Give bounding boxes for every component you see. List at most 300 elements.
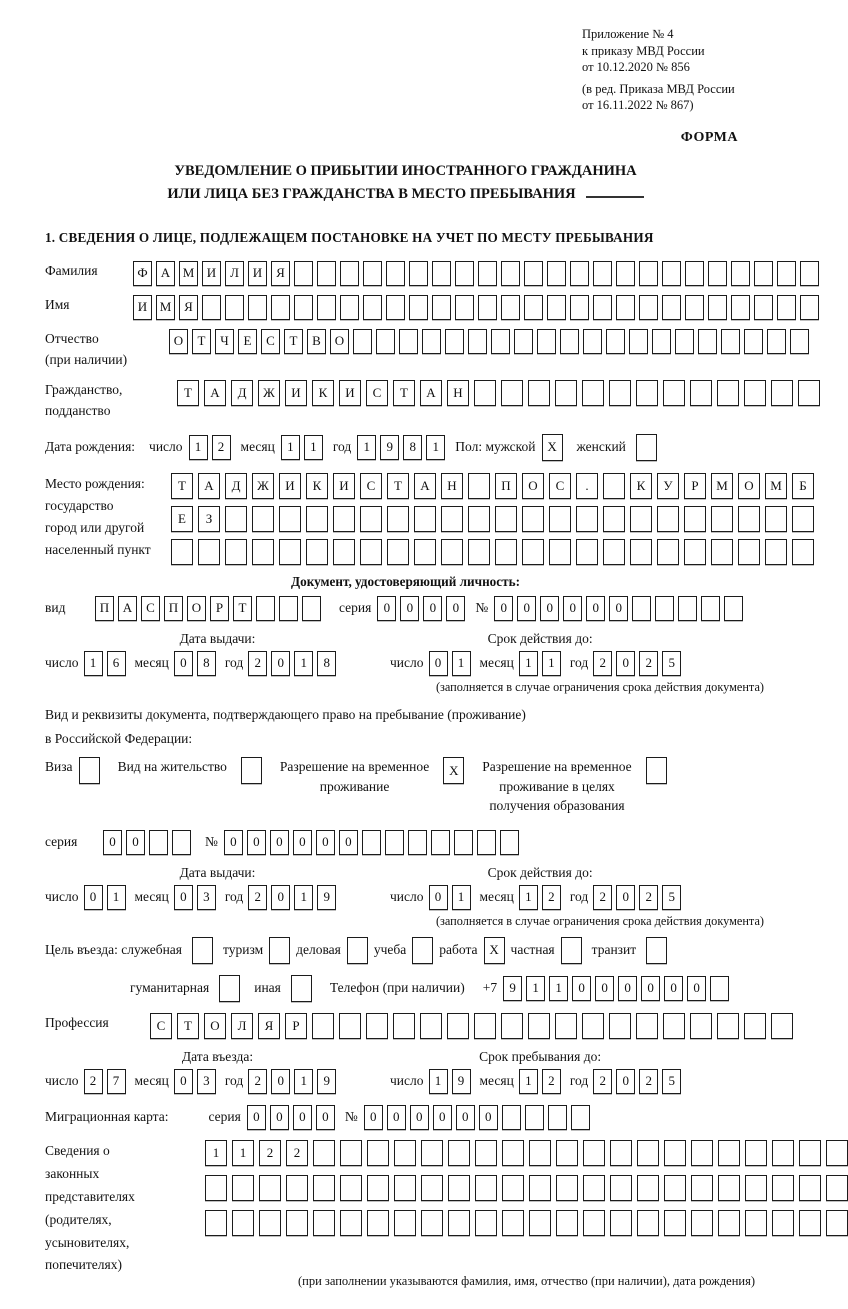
char-cell[interactable]: Я [271, 261, 290, 286]
char-cell[interactable] [724, 596, 743, 621]
char-cell[interactable] [663, 380, 685, 406]
char-cell[interactable] [421, 1140, 443, 1166]
char-cell[interactable] [524, 295, 543, 320]
char-cell[interactable]: 2 [593, 651, 612, 676]
char-cell[interactable] [501, 295, 520, 320]
char-cell[interactable]: Ж [258, 380, 280, 406]
char-cell[interactable]: 8 [317, 651, 336, 676]
char-cell[interactable]: 7 [107, 1069, 126, 1094]
char-cell[interactable] [454, 830, 473, 855]
char-cell[interactable]: Т [233, 596, 252, 621]
char-cell[interactable] [394, 1210, 416, 1236]
char-cell[interactable]: 1 [519, 1069, 538, 1094]
char-cell[interactable] [279, 539, 301, 565]
char-cell[interactable] [225, 295, 244, 320]
char-cell[interactable] [259, 1175, 281, 1201]
char-cell[interactable]: Е [171, 506, 193, 532]
char-cell[interactable] [685, 295, 704, 320]
char-cell[interactable]: 2 [639, 1069, 658, 1094]
char-cell[interactable] [468, 506, 490, 532]
char-cell[interactable] [501, 380, 523, 406]
char-cell[interactable] [717, 1013, 739, 1039]
char-cell[interactable] [616, 295, 635, 320]
char-cell[interactable] [777, 261, 796, 286]
char-cell[interactable] [376, 329, 395, 354]
char-cell[interactable]: 9 [503, 976, 522, 1001]
char-cell[interactable] [772, 1140, 794, 1166]
char-cell[interactable] [313, 1140, 335, 1166]
char-cell[interactable]: Р [285, 1013, 307, 1039]
char-cell[interactable]: 0 [247, 1105, 266, 1130]
char-cell[interactable] [698, 329, 717, 354]
char-cell[interactable] [744, 380, 766, 406]
char-cell[interactable] [171, 539, 193, 565]
char-cell[interactable]: 1 [426, 435, 445, 460]
char-cell[interactable]: Р [684, 473, 706, 499]
char-cell[interactable]: 2 [639, 885, 658, 910]
char-cell[interactable]: 8 [197, 651, 216, 676]
char-cell[interactable]: Р [210, 596, 229, 621]
char-cell[interactable] [474, 380, 496, 406]
char-cell[interactable] [522, 539, 544, 565]
char-cell[interactable] [302, 596, 321, 621]
char-cell[interactable] [655, 596, 674, 621]
char-cell[interactable] [414, 539, 436, 565]
char-cell[interactable]: М [179, 261, 198, 286]
char-cell[interactable] [232, 1210, 254, 1236]
char-cell[interactable]: 0 [174, 1069, 193, 1094]
char-cell[interactable]: 0 [572, 976, 591, 1001]
char-cell[interactable]: М [765, 473, 787, 499]
char-cell[interactable]: 2 [542, 885, 561, 910]
char-cell[interactable] [718, 1210, 740, 1236]
rabota-checkbox[interactable]: X [484, 937, 505, 964]
char-cell[interactable]: 0 [540, 596, 559, 621]
char-cell[interactable]: С [261, 329, 280, 354]
char-cell[interactable] [256, 596, 275, 621]
char-cell[interactable]: 0 [316, 1105, 335, 1130]
char-cell[interactable]: П [164, 596, 183, 621]
char-cell[interactable] [630, 539, 652, 565]
char-cell[interactable] [610, 1175, 632, 1201]
char-cell[interactable] [767, 329, 786, 354]
char-cell[interactable] [549, 506, 571, 532]
char-cell[interactable] [800, 295, 819, 320]
char-cell[interactable]: А [198, 473, 220, 499]
char-cell[interactable] [826, 1175, 848, 1201]
char-cell[interactable]: 1 [452, 885, 471, 910]
char-cell[interactable] [448, 1175, 470, 1201]
char-cell[interactable]: 0 [595, 976, 614, 1001]
char-cell[interactable] [422, 329, 441, 354]
char-cell[interactable]: 5 [662, 651, 681, 676]
char-cell[interactable]: 9 [452, 1069, 471, 1094]
char-cell[interactable] [528, 1013, 550, 1039]
char-cell[interactable] [448, 1210, 470, 1236]
char-cell[interactable] [717, 380, 739, 406]
char-cell[interactable] [745, 1140, 767, 1166]
rvp-checkbox[interactable]: X [443, 757, 464, 784]
char-cell[interactable]: В [307, 329, 326, 354]
char-cell[interactable]: 0 [423, 596, 442, 621]
char-cell[interactable] [616, 261, 635, 286]
char-cell[interactable]: У [657, 473, 679, 499]
char-cell[interactable] [662, 295, 681, 320]
char-cell[interactable] [409, 295, 428, 320]
char-cell[interactable] [744, 1013, 766, 1039]
char-cell[interactable] [475, 1210, 497, 1236]
char-cell[interactable]: Т [192, 329, 211, 354]
char-cell[interactable] [556, 1210, 578, 1236]
char-cell[interactable]: 0 [271, 651, 290, 676]
char-cell[interactable] [691, 1175, 713, 1201]
char-cell[interactable] [394, 1140, 416, 1166]
char-cell[interactable] [339, 1013, 361, 1039]
char-cell[interactable] [718, 1140, 740, 1166]
char-cell[interactable]: А [420, 380, 442, 406]
char-cell[interactable] [294, 261, 313, 286]
sex-female-checkbox[interactable] [636, 434, 657, 461]
char-cell[interactable]: 0 [664, 976, 683, 1001]
char-cell[interactable] [583, 1140, 605, 1166]
char-cell[interactable] [313, 1175, 335, 1201]
char-cell[interactable] [678, 596, 697, 621]
char-cell[interactable] [259, 1210, 281, 1236]
char-cell[interactable] [639, 295, 658, 320]
char-cell[interactable] [421, 1175, 443, 1201]
char-cell[interactable] [363, 261, 382, 286]
char-cell[interactable] [340, 261, 359, 286]
char-cell[interactable] [172, 830, 191, 855]
char-cell[interactable]: 8 [403, 435, 422, 460]
char-cell[interactable]: 2 [248, 651, 267, 676]
char-cell[interactable] [502, 1175, 524, 1201]
char-cell[interactable] [524, 261, 543, 286]
char-cell[interactable]: Н [441, 473, 463, 499]
char-cell[interactable]: 0 [293, 1105, 312, 1130]
char-cell[interactable]: 2 [248, 1069, 267, 1094]
char-cell[interactable] [528, 380, 550, 406]
char-cell[interactable] [603, 539, 625, 565]
char-cell[interactable] [701, 596, 720, 621]
char-cell[interactable]: И [333, 473, 355, 499]
char-cell[interactable]: А [414, 473, 436, 499]
char-cell[interactable] [367, 1175, 389, 1201]
char-cell[interactable] [468, 329, 487, 354]
char-cell[interactable]: 2 [84, 1069, 103, 1094]
char-cell[interactable]: А [118, 596, 137, 621]
char-cell[interactable] [313, 1210, 335, 1236]
char-cell[interactable]: И [285, 380, 307, 406]
char-cell[interactable]: 0 [494, 596, 513, 621]
char-cell[interactable]: 0 [339, 830, 358, 855]
sluzhebnaya-checkbox[interactable] [192, 937, 213, 964]
char-cell[interactable]: 2 [212, 435, 231, 460]
char-cell[interactable] [225, 506, 247, 532]
char-cell[interactable]: 2 [593, 885, 612, 910]
char-cell[interactable] [636, 1013, 658, 1039]
ucheba-checkbox[interactable] [412, 937, 433, 964]
char-cell[interactable] [718, 1175, 740, 1201]
char-cell[interactable] [630, 506, 652, 532]
char-cell[interactable]: 0 [456, 1105, 475, 1130]
char-cell[interactable] [547, 295, 566, 320]
char-cell[interactable]: О [522, 473, 544, 499]
char-cell[interactable]: А [204, 380, 226, 406]
vnzh-checkbox[interactable] [241, 757, 262, 784]
char-cell[interactable] [205, 1175, 227, 1201]
char-cell[interactable]: 2 [593, 1069, 612, 1094]
char-cell[interactable] [432, 261, 451, 286]
char-cell[interactable] [340, 1210, 362, 1236]
char-cell[interactable]: 0 [641, 976, 660, 1001]
char-cell[interactable] [691, 1210, 713, 1236]
char-cell[interactable] [711, 506, 733, 532]
rvp-edu-checkbox[interactable] [646, 757, 667, 784]
char-cell[interactable]: 0 [616, 885, 635, 910]
char-cell[interactable]: 0 [270, 1105, 289, 1130]
char-cell[interactable]: 0 [271, 1069, 290, 1094]
char-cell[interactable] [441, 506, 463, 532]
char-cell[interactable] [711, 539, 733, 565]
turizm-checkbox[interactable] [269, 937, 290, 964]
char-cell[interactable]: 5 [662, 885, 681, 910]
char-cell[interactable] [420, 1013, 442, 1039]
char-cell[interactable] [582, 1013, 604, 1039]
char-cell[interactable] [664, 1140, 686, 1166]
char-cell[interactable] [772, 1175, 794, 1201]
char-cell[interactable]: 0 [563, 596, 582, 621]
char-cell[interactable]: 1 [519, 885, 538, 910]
char-cell[interactable]: 1 [84, 651, 103, 676]
char-cell[interactable] [639, 261, 658, 286]
char-cell[interactable]: 0 [387, 1105, 406, 1130]
char-cell[interactable]: 0 [429, 651, 448, 676]
char-cell[interactable] [432, 295, 451, 320]
char-cell[interactable] [501, 261, 520, 286]
sex-male-checkbox[interactable]: X [542, 434, 563, 461]
char-cell[interactable]: К [312, 380, 334, 406]
char-cell[interactable]: Д [225, 473, 247, 499]
char-cell[interactable]: 0 [616, 651, 635, 676]
char-cell[interactable] [556, 1175, 578, 1201]
char-cell[interactable]: 1 [304, 435, 323, 460]
char-cell[interactable] [477, 830, 496, 855]
char-cell[interactable] [252, 539, 274, 565]
char-cell[interactable]: 1 [526, 976, 545, 1001]
char-cell[interactable] [495, 539, 517, 565]
char-cell[interactable] [312, 1013, 334, 1039]
char-cell[interactable] [353, 329, 372, 354]
char-cell[interactable] [279, 506, 301, 532]
char-cell[interactable]: 0 [517, 596, 536, 621]
char-cell[interactable] [387, 506, 409, 532]
char-cell[interactable]: Ч [215, 329, 234, 354]
char-cell[interactable]: Т [177, 380, 199, 406]
char-cell[interactable] [367, 1140, 389, 1166]
char-cell[interactable] [684, 539, 706, 565]
char-cell[interactable] [609, 1013, 631, 1039]
char-cell[interactable] [603, 473, 625, 499]
char-cell[interactable] [663, 1013, 685, 1039]
char-cell[interactable] [593, 295, 612, 320]
char-cell[interactable] [252, 506, 274, 532]
char-cell[interactable]: Я [179, 295, 198, 320]
char-cell[interactable] [514, 329, 533, 354]
char-cell[interactable] [525, 1105, 544, 1130]
char-cell[interactable]: Т [171, 473, 193, 499]
char-cell[interactable] [317, 295, 336, 320]
char-cell[interactable]: К [630, 473, 652, 499]
char-cell[interactable] [529, 1175, 551, 1201]
char-cell[interactable]: 0 [364, 1105, 383, 1130]
char-cell[interactable] [745, 1210, 767, 1236]
char-cell[interactable] [691, 1140, 713, 1166]
char-cell[interactable]: 0 [400, 596, 419, 621]
char-cell[interactable] [675, 329, 694, 354]
char-cell[interactable] [609, 380, 631, 406]
char-cell[interactable] [560, 329, 579, 354]
char-cell[interactable] [549, 539, 571, 565]
char-cell[interactable] [547, 261, 566, 286]
chastnaya-checkbox[interactable] [561, 937, 582, 964]
char-cell[interactable] [502, 1105, 521, 1130]
char-cell[interactable] [570, 261, 589, 286]
char-cell[interactable]: 0 [84, 885, 103, 910]
char-cell[interactable]: 3 [197, 885, 216, 910]
char-cell[interactable] [502, 1210, 524, 1236]
char-cell[interactable] [610, 1140, 632, 1166]
char-cell[interactable] [571, 1105, 590, 1130]
char-cell[interactable] [306, 506, 328, 532]
char-cell[interactable] [664, 1175, 686, 1201]
visa-checkbox[interactable] [79, 757, 100, 784]
char-cell[interactable]: 0 [609, 596, 628, 621]
char-cell[interactable] [360, 506, 382, 532]
char-cell[interactable]: 1 [107, 885, 126, 910]
char-cell[interactable]: П [495, 473, 517, 499]
char-cell[interactable] [409, 261, 428, 286]
char-cell[interactable]: 9 [317, 885, 336, 910]
char-cell[interactable] [202, 295, 221, 320]
char-cell[interactable]: 1 [519, 651, 538, 676]
char-cell[interactable] [286, 1175, 308, 1201]
char-cell[interactable] [576, 539, 598, 565]
char-cell[interactable]: Н [447, 380, 469, 406]
char-cell[interactable] [340, 295, 359, 320]
char-cell[interactable]: Т [284, 329, 303, 354]
char-cell[interactable] [771, 1013, 793, 1039]
char-cell[interactable] [657, 539, 679, 565]
char-cell[interactable] [754, 295, 773, 320]
char-cell[interactable]: 0 [618, 976, 637, 1001]
char-cell[interactable]: 1 [205, 1140, 227, 1166]
char-cell[interactable]: Д [231, 380, 253, 406]
char-cell[interactable] [455, 295, 474, 320]
char-cell[interactable]: С [549, 473, 571, 499]
char-cell[interactable] [362, 830, 381, 855]
char-cell[interactable] [502, 1140, 524, 1166]
char-cell[interactable]: М [156, 295, 175, 320]
char-cell[interactable]: О [738, 473, 760, 499]
char-cell[interactable] [271, 295, 290, 320]
delovaya-checkbox[interactable] [347, 937, 368, 964]
char-cell[interactable] [393, 1013, 415, 1039]
char-cell[interactable] [478, 295, 497, 320]
char-cell[interactable] [738, 539, 760, 565]
char-cell[interactable] [576, 506, 598, 532]
char-cell[interactable] [799, 1175, 821, 1201]
char-cell[interactable]: 0 [316, 830, 335, 855]
char-cell[interactable] [366, 1013, 388, 1039]
char-cell[interactable] [582, 380, 604, 406]
char-cell[interactable] [632, 596, 651, 621]
char-cell[interactable]: 0 [271, 885, 290, 910]
char-cell[interactable]: Е [238, 329, 257, 354]
char-cell[interactable]: 2 [542, 1069, 561, 1094]
char-cell[interactable]: 0 [126, 830, 145, 855]
char-cell[interactable] [731, 295, 750, 320]
char-cell[interactable] [556, 1140, 578, 1166]
char-cell[interactable] [279, 596, 298, 621]
char-cell[interactable]: И [339, 380, 361, 406]
char-cell[interactable]: И [202, 261, 221, 286]
char-cell[interactable]: О [204, 1013, 226, 1039]
char-cell[interactable] [548, 1105, 567, 1130]
char-cell[interactable]: 0 [270, 830, 289, 855]
char-cell[interactable] [491, 329, 510, 354]
char-cell[interactable]: 6 [107, 651, 126, 676]
char-cell[interactable] [792, 506, 814, 532]
char-cell[interactable] [225, 539, 247, 565]
char-cell[interactable]: 0 [247, 830, 266, 855]
char-cell[interactable] [798, 380, 820, 406]
char-cell[interactable]: С [366, 380, 388, 406]
char-cell[interactable]: Т [393, 380, 415, 406]
char-cell[interactable] [738, 506, 760, 532]
char-cell[interactable] [431, 830, 450, 855]
char-cell[interactable]: О [187, 596, 206, 621]
char-cell[interactable]: 0 [446, 596, 465, 621]
char-cell[interactable] [478, 261, 497, 286]
char-cell[interactable] [731, 261, 750, 286]
char-cell[interactable]: И [133, 295, 152, 320]
char-cell[interactable]: Б [792, 473, 814, 499]
char-cell[interactable] [772, 1210, 794, 1236]
char-cell[interactable]: Ф [133, 261, 152, 286]
char-cell[interactable] [399, 329, 418, 354]
char-cell[interactable] [790, 329, 809, 354]
char-cell[interactable] [637, 1210, 659, 1236]
char-cell[interactable] [555, 1013, 577, 1039]
char-cell[interactable] [529, 1210, 551, 1236]
char-cell[interactable] [495, 506, 517, 532]
char-cell[interactable] [386, 261, 405, 286]
char-cell[interactable] [629, 329, 648, 354]
char-cell[interactable]: 1 [294, 1069, 313, 1094]
char-cell[interactable]: Л [231, 1013, 253, 1039]
char-cell[interactable] [447, 1013, 469, 1039]
char-cell[interactable] [522, 506, 544, 532]
char-cell[interactable] [421, 1210, 443, 1236]
char-cell[interactable]: 0 [103, 830, 122, 855]
char-cell[interactable]: С [141, 596, 160, 621]
char-cell[interactable] [606, 329, 625, 354]
char-cell[interactable] [232, 1175, 254, 1201]
char-cell[interactable] [306, 539, 328, 565]
char-cell[interactable]: 2 [639, 651, 658, 676]
char-cell[interactable] [652, 329, 671, 354]
